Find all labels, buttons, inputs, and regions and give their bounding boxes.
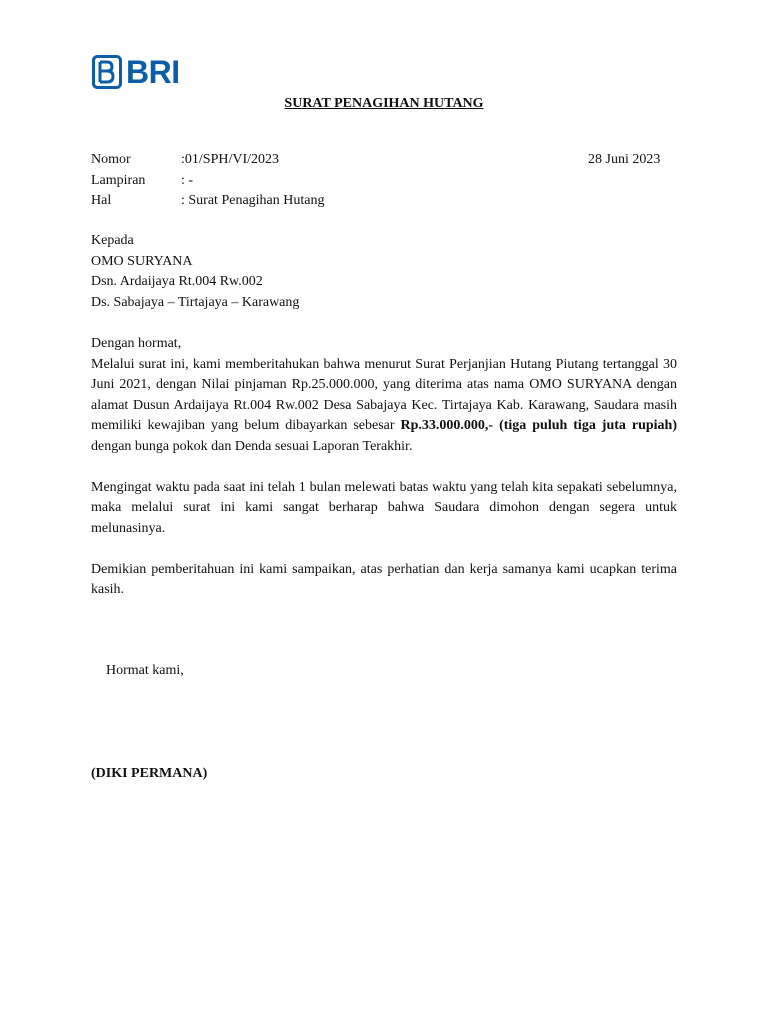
letter-body: [91, 334, 677, 621]
recipient-address-line2: Ds. Sabajaya – Tirtajaya – Karawang: [91, 294, 300, 310]
recipient-kepada: Kepada: [91, 233, 134, 248]
nomor-label: Nomor: [91, 152, 131, 167]
meta-row-nomor: [91, 150, 324, 171]
nomor-value: :01/SPH/VI/2023: [181, 152, 280, 167]
recipient-address-line1: Dsn. Ardaijaya Rt.004 Rw.002: [91, 274, 263, 289]
hal-value: : Surat Penagihan Hutang: [181, 193, 325, 208]
debt-amount: Rp.33.000.000,- (tiga puluh tiga juta rupiah): [400, 418, 677, 433]
bri-logo: [92, 54, 180, 90]
letter-title: SURAT PENAGIHAN HUTANG: [284, 96, 484, 111]
recipient-block: [91, 231, 299, 313]
bri-logo-mark-icon: [92, 55, 122, 89]
bri-logo-text: BRI: [126, 54, 180, 90]
meta-row-lampiran: [91, 171, 324, 192]
lampiran-value: : -: [181, 172, 194, 188]
meta-row-hal: [91, 191, 324, 212]
recipient-name: OMO SURYANA: [91, 253, 193, 269]
paragraph-debt-notice: [91, 355, 677, 458]
paragraph-reminder: Mengingat waktu pada saat ini telah 1 bulan melewati batas waktu yang telah kita sepakati sebelumnya, maka melalui surat ini kami sangat berharap bahwa Saudara dimohon dengan segera untuk melunasinya.: [91, 479, 677, 536]
letter-meta: [91, 150, 324, 212]
paragraph-debt-text: Melalui surat ini, kami memberitahukan bahwa menurut Surat Perjanjian Hutang Piutang tertanggal 30 Juni 2021, dengan Nilai pinjaman Rp.25.000.000, yang diterima atas nama OMO SURYANA dengan alamat Dusun Ardaijaya Rt.004 Rw.002 Desa Sabajaya Kec. Tirtajaya Kab. Karawang, Saudara masih memiliki kewajiban yang belum dibayarkan sebesar: [91, 356, 677, 433]
closing-salutation: Hormat kami,: [106, 663, 184, 678]
paragraph-closing: Demikian pemberitahuan ini kami sampaikan, atas perhatian dan kerja samanya kami ucapkan terima kasih.: [91, 561, 677, 597]
letter-date: 28 Juni 2023: [588, 152, 661, 167]
paragraph-debt-tail: dengan bunga pokok dan Denda sesuai Laporan Terakhir.: [91, 438, 413, 454]
signer-name: (DIKI PERMANA): [91, 766, 208, 781]
greeting: Dengan hormat,: [91, 336, 182, 351]
hal-label: Hal: [91, 193, 112, 208]
lampiran-label: Lampiran: [91, 172, 146, 188]
